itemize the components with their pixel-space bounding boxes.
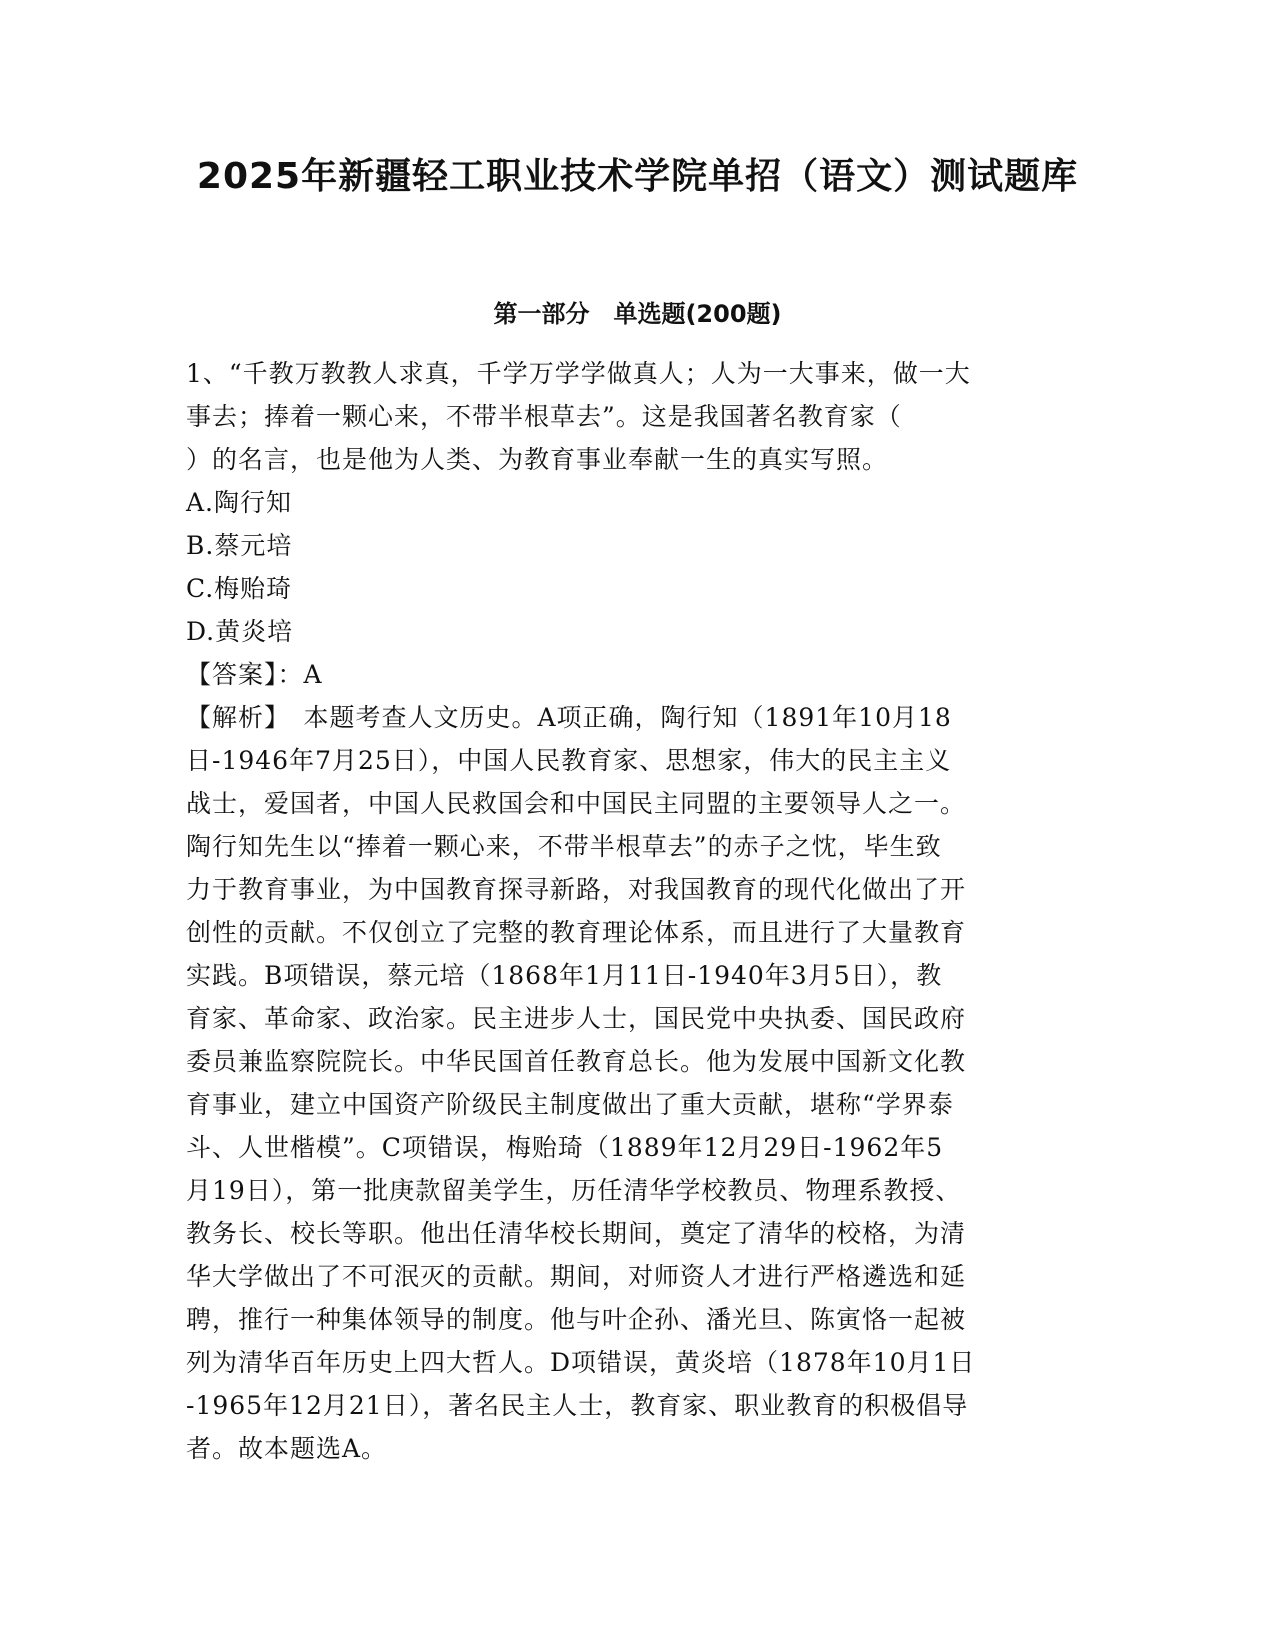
question-block (186, 352, 1086, 1470)
analysis-line: 者。故本题选A。 (186, 1434, 388, 1463)
analysis-line: 育家、革命家、政治家。民主进步人士，国民党中央执委、国民政府 (186, 1004, 967, 1033)
question-text-line: ）的名言，也是他为人类、为教育事业奉献一生的真实写照。 (186, 445, 889, 474)
analysis-line: 【解析】 本题考查人文历史。A项正确，陶行知（1891年10月18 (186, 703, 952, 732)
analysis-line: -1965年12月21日），著名民主人士，教育家、职业教育的积极倡导 (186, 1391, 969, 1420)
analysis-line: 实践。B项错误，蔡元培（1868年1月11日-1940年3月5日），教 (186, 961, 943, 990)
analysis-line: 陶行知先生以“捧着一颗心来，不带半根草去”的赤子之忱，毕生致 (186, 832, 942, 861)
analysis-line: 日-1946年7月25日），中国人民教育家、思想家，伟大的民主主义 (186, 746, 952, 775)
option-a: A.陶行知 (186, 488, 293, 517)
analysis-line: 育事业，建立中国资产阶级民主制度做出了重大贡献，堪称“学界泰 (186, 1090, 954, 1119)
analysis-line: 华大学做出了不可泯灭的贡献。期间，对师资人才进行严格遴选和延 (186, 1262, 967, 1291)
section-title: 第一部分 单选题(200题) (493, 300, 782, 328)
analysis-line: 月19日），第一批庚款留美学生，历任清华学校教员、物理系教授、 (186, 1176, 962, 1205)
page-title: 2025年新疆轻工职业技术学院单招（语文）测试题库 (196, 156, 1079, 197)
answer-line: 【答案】：A (186, 660, 323, 689)
option-b: B.蔡元培 (186, 531, 293, 560)
analysis-line: 创性的贡献。不仅创立了完整的教育理论体系，而且进行了大量教育 (186, 918, 967, 947)
analysis-line: 战士，爱国者，中国人民救国会和中国民主同盟的主要领导人之一。 (186, 789, 967, 818)
analysis-line: 力于教育事业，为中国教育探寻新路，对我国教育的现代化做出了开 (186, 875, 967, 904)
analysis-line: 教务长、校长等职。他出任清华校长期间，奠定了清华的校格，为清 (186, 1219, 967, 1248)
analysis-line: 斗、人世楷模”。C项错误，梅贻琦（1889年12月29日-1962年5 (186, 1133, 944, 1162)
option-c: C.梅贻琦 (186, 574, 293, 603)
question-text-line: 1、“千教万教教人求真，千学万学学做真人；人为一大事来，做一大 (186, 359, 971, 388)
analysis-line: 列为清华百年历史上四大哲人。D项错误，黄炎培（1878年10月1日 (186, 1348, 976, 1377)
analysis-line: 聘，推行一种集体领导的制度。他与叶企孙、潘光旦、陈寅恪一起被 (186, 1305, 967, 1334)
question-text-line: 事去；捧着一颗心来，不带半根草去”。这是我国著名教育家（ (186, 402, 902, 431)
option-d: D.黄炎培 (186, 617, 294, 646)
analysis-line: 委员兼监察院院长。中华民国首任教育总长。他为发展中国新文化教 (186, 1047, 967, 1076)
